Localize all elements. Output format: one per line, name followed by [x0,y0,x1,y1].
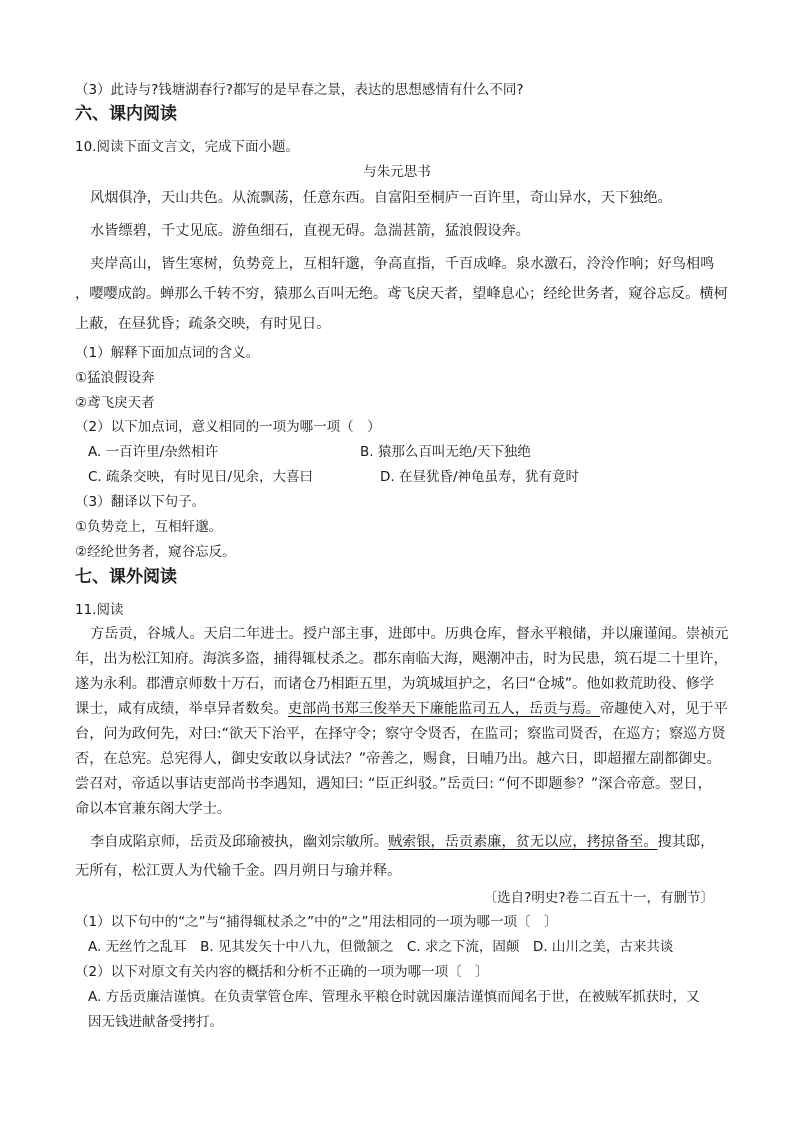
passage-2-line: 尝召对，帝适以事诘吏部尚书李遇知，遇知曰: “臣正纠驳。”岳贡曰: “何不即题参？”深合帝意。翌日， [75,776,712,792]
passage-2-text: 课士，咸有成绩，举卓异者数矣。 [75,701,288,717]
question-10-intro: 10.阅读下面文言文，完成下面小题。 [75,139,299,155]
passage-2-text: 李自成陷京师，岳贡及邱瑜被执，幽刘宗敏所。 [90,834,388,850]
question-10-3-b: ②经纶世务者，窥谷忘反。 [75,544,236,560]
passage-1-line: 夹岸高山，皆生寒树，负势竞上，互相轩邈，争高直指，千百成峰。泉水激石，泠泠作响；好鸟相鸣 [90,256,715,272]
question-11-2-option-a-cont: 因无钱进献备受拷打。 [88,1014,223,1030]
passage-1-line: 上蔽，在昼犹昏；疏条交映，有时见日。 [75,316,331,332]
passage-1-line: 风烟俱净，天山共色。从流飘荡，任意东西。自富阳至桐庐一百许里，奇山异水，天下独绝。 [90,190,672,206]
passage-2-line [75,699,728,719]
passage-2-line: 否，在总宪。总宪得人，御史安敢以身试法？”帝善之，赐食，日晡乃出。越六日，即超擢左副都御史。 [75,751,721,767]
underlined-sentence: 吏部尚书郑三俊举天下廉能监司五人，岳贡与焉。 [287,701,600,717]
option-b: B. 猿那么百叫无绝/天下独绝 [360,444,531,460]
underlined-sentence: 贼索银，岳贡素廉，贫无以应，拷掠备至。 [387,834,658,850]
section-6-title: 六、课内阅读 [75,104,177,124]
question-11-1-options: A. 无丝竹之乱耳 B. 见其发矢十中八九，但微颔之 C. 求之下流，固颠 D. 山川之美，古来共谈 [88,939,674,955]
passage-1-title: 与朱元思书 [363,164,431,180]
option-a: A. 一百许里/杂然相许 [88,444,219,460]
question-11-2-option-a: A. 方岳贡廉洁谨慎。在负责掌管仓库、管理永平粮仓时就因廉洁谨慎而闻名于世，在被贼军抓获时，又 [88,989,700,1005]
question-10-3: （3）翻译以下句子。 [75,494,206,510]
question-11-intro: 11.阅读 [75,602,124,618]
question-11-1: （1）以下句中的“之”与“捕得辄杖杀之”中的“之”用法相同的一项为哪一项〔 〕 [75,914,558,930]
passage-2-text: 帝趣使入对，见于平 [599,701,728,717]
option-d: D. 在昼犹昏/神龟虽寿，犹有竟时 [380,469,580,485]
passage-2-line: 命以本官兼东阁大学士。 [75,801,232,817]
passage-2-line: 年，出为松江知府。海滨多盗，捕得辄杖杀之。郡东南临大海，飓潮冲击，时为民患，筑石堤二十里许， [75,651,728,667]
passage-2-line: 方岳贡，谷城人。天启二年进士。授户部主事，进郎中。历典仓库，督永平粮储，并以廉谨闻。崇祯元 [90,626,729,642]
option-c: C. 疏条交映，有时见日/见余，大喜曰 [88,469,314,485]
question-10-1-a: ①猛浪假设奔 [75,370,155,386]
section-7-title: 七、课外阅读 [75,567,177,587]
passage-2-line: 台，问为政何先，对曰:“欲天下治平，在择守令；察守令贤否，在监司；察监司贤否，在巡方；察巡方贤 [75,726,726,742]
passage-2-source: 〔选自?明史?卷二百五十一，有删节〕 [483,890,714,906]
question-10-prev-3: （3）此诗与?钱塘湖春行?都写的是早春之景，表达的思想感情有什么不同? [75,82,524,98]
question-10-2: （2）以下加点词，意义相同的一项为哪一项（ ） [75,419,381,435]
question-10-1-b: ②鸢飞戾天者 [75,395,155,411]
passage-2-line [90,832,714,852]
passage-2-text: 搜其邸， [657,834,715,850]
question-10-3-a: ①负势竞上，互相轩邈。 [75,519,223,535]
question-10-1: （1）解释下面加点词的含义。 [75,345,260,361]
passage-2-line: 遂为永利。郡漕京师数十万石，而诸仓乃相距五里，为筑城垣护之，名曰“仓城”。他如救荒助役、修学 [75,676,714,692]
passage-1-line: 水皆缥碧，千丈见底。游鱼细石，直视无碍。急湍甚箭，猛浪假设奔。 [90,223,530,239]
passage-2-line: 无所有，松江贾人为代输千金。四月朔日与瑜并释。 [75,863,402,879]
passage-1-line: ，嘤嘤成韵。蝉那么千转不穷，猿那么百叫无绝。鸢飞戾天者，望峰息心；经纶世务者，窥谷忘反。横柯 [75,286,728,302]
question-11-2: （2）以下对原文有关内容的概括和分析不正确的一项为哪一项〔 〕 [75,964,489,980]
